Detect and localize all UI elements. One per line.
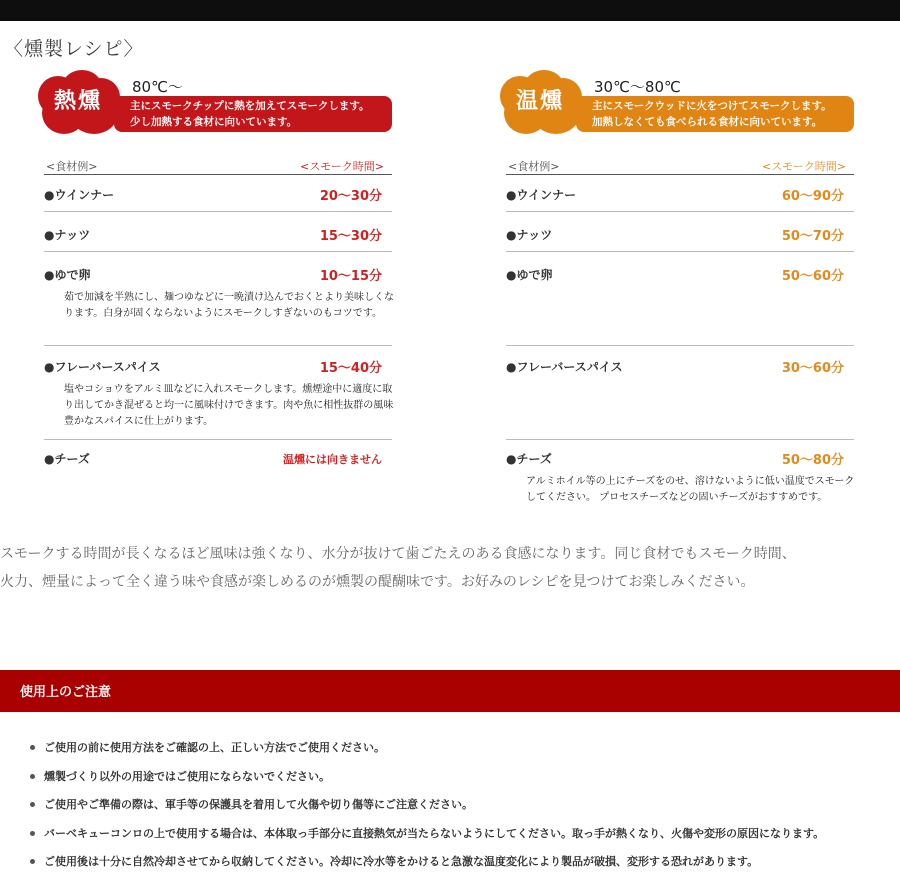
warm-temp: 30℃～80℃: [594, 78, 681, 96]
hot-badge-label: 熱燻: [53, 89, 102, 114]
recipe-time: 15〜30分: [319, 229, 382, 244]
caution-list: [30, 738, 900, 881]
recipe-item: ●ナッツ: [44, 228, 91, 242]
recipe-item: ●フレーバースパイス: [506, 360, 623, 374]
recipe-item: ●ウインナー: [44, 188, 115, 202]
recipe-item: ●チーズ: [44, 452, 90, 466]
recipe-item: ●ゆで卵: [44, 268, 91, 282]
caution-item: [30, 852, 900, 881]
caution-text: ご使用の前に使用方法をご確認の上、正しい方法でご使用ください。: [44, 741, 385, 754]
row-divider: [44, 439, 392, 440]
row-divider: [44, 251, 392, 252]
recipe-item: ●チーズ: [506, 452, 552, 466]
caution-text: ご使用やご準備の際は、軍手等の保護具を着用して火傷や切り傷等にご注意ください。: [44, 798, 473, 811]
row-divider: [506, 211, 854, 212]
recipe-time: 50〜70分: [781, 229, 844, 244]
warm-banner: [576, 96, 854, 132]
caution-text: バーベキューコンロの上で使用する場合は、本体取っ手部分に直接熱気が当たらないようにしてください。取っ手が熱くなり、火傷や変形の原因になります。: [44, 826, 825, 840]
recipe-time: 温燻には向きません: [283, 453, 382, 466]
bullet-icon: [30, 831, 35, 836]
hot-banner-line: 少し加熱する食材に向いています。: [130, 116, 298, 128]
recipe-note: 塩やコショウをアルミ皿などに入れスモークします。燻煙途中に適度に取り出してかき混ぜると均一に風味付けできます。肉や魚に相性抜群の風味豊かなスパイスに仕上がります。: [64, 384, 394, 427]
caution-header-bar: [0, 670, 900, 712]
header-divider: [44, 174, 392, 175]
hot-banner-line: 主にスモークチップに熱を加えてスモークします。: [130, 100, 370, 112]
recipe-time: 50〜60分: [781, 269, 844, 284]
header-divider: [506, 174, 854, 175]
recipe-time: 30〜60分: [781, 361, 844, 376]
row-divider: [506, 345, 854, 346]
recipe-time: 60〜90分: [781, 189, 844, 204]
caution-text: ご使用後は十分に自然冷却させてから収納してください。冷却に冷水等をかけると急激な温度変化により製品が破損、変形する恐れがあります。: [44, 855, 759, 868]
recipe-item: ●ゆで卵: [506, 268, 553, 282]
paragraph-line: スモークする時間が長くなるほど風味は強くなり、水分が抜けて歯ごたえのある食感になります。同じ食材でもスモーク時間、: [0, 546, 796, 562]
row-divider: [506, 251, 854, 252]
row-divider: [44, 211, 392, 212]
recipe-item: ●ウインナー: [506, 188, 577, 202]
header-smoke-time: <スモーク時間>: [762, 160, 846, 173]
warm-banner-line: 加熱しなくても食べられる食材に向いています。: [592, 116, 823, 128]
recipe-item: ●ナッツ: [506, 228, 553, 242]
caution-text: 燻製づくり以外の用途ではご使用にならないでください。: [44, 769, 330, 783]
top-bar: [0, 0, 900, 21]
hot-temp: 80℃～: [132, 78, 183, 96]
row-divider: [44, 345, 392, 346]
bullet-icon: [30, 774, 35, 779]
row-divider: [506, 439, 854, 440]
warm-badge-label: 温燻: [515, 89, 564, 114]
header-smoke-time: <スモーク時間>: [300, 160, 384, 173]
recipe-item: ●フレーバースパイス: [44, 360, 161, 374]
recipe-time: 10〜15分: [319, 269, 382, 284]
header-ingredients: <食材例>: [46, 160, 98, 173]
recipe-note: 茹で加減を半熟にし、麺つゆなどに一晩漬け込んでおくとより美味しくなります。白身が固くならないようにスモークしすぎないのもコツです。: [64, 292, 394, 319]
recipe-note: アルミホイル等の上にチーズをのせ、溶けないように低い温度でスモークしてください。 プロセスチーズなどの固いチーズがおすすめです。: [526, 476, 855, 503]
recipe-time: 50〜80分: [781, 453, 844, 468]
caution-item: [30, 824, 900, 853]
paragraph-line: 火力、煙量によって全く違う味や食感が楽しめるのが燻製の醍醐味です。お好みのレシピを見つけてお楽しみください。: [0, 574, 755, 590]
header-ingredients: <食材例>: [508, 160, 560, 173]
bullet-icon: [30, 859, 35, 864]
bullet-icon: [30, 745, 35, 750]
recipe-time: 20〜30分: [319, 189, 382, 204]
caution-item: [30, 795, 900, 824]
description-paragraph: [0, 540, 900, 596]
caution-item: [30, 767, 900, 796]
warm-banner-line: 主にスモークウッドに火をつけてスモークします。: [592, 100, 832, 112]
hot-banner: [114, 96, 392, 132]
caution-title: 使用上のご注意: [20, 685, 112, 700]
recipe-time: 15〜40分: [319, 361, 382, 376]
caution-item: [30, 738, 900, 767]
bullet-icon: [30, 802, 35, 807]
section-title: 〈燻製レシピ〉: [4, 38, 144, 60]
